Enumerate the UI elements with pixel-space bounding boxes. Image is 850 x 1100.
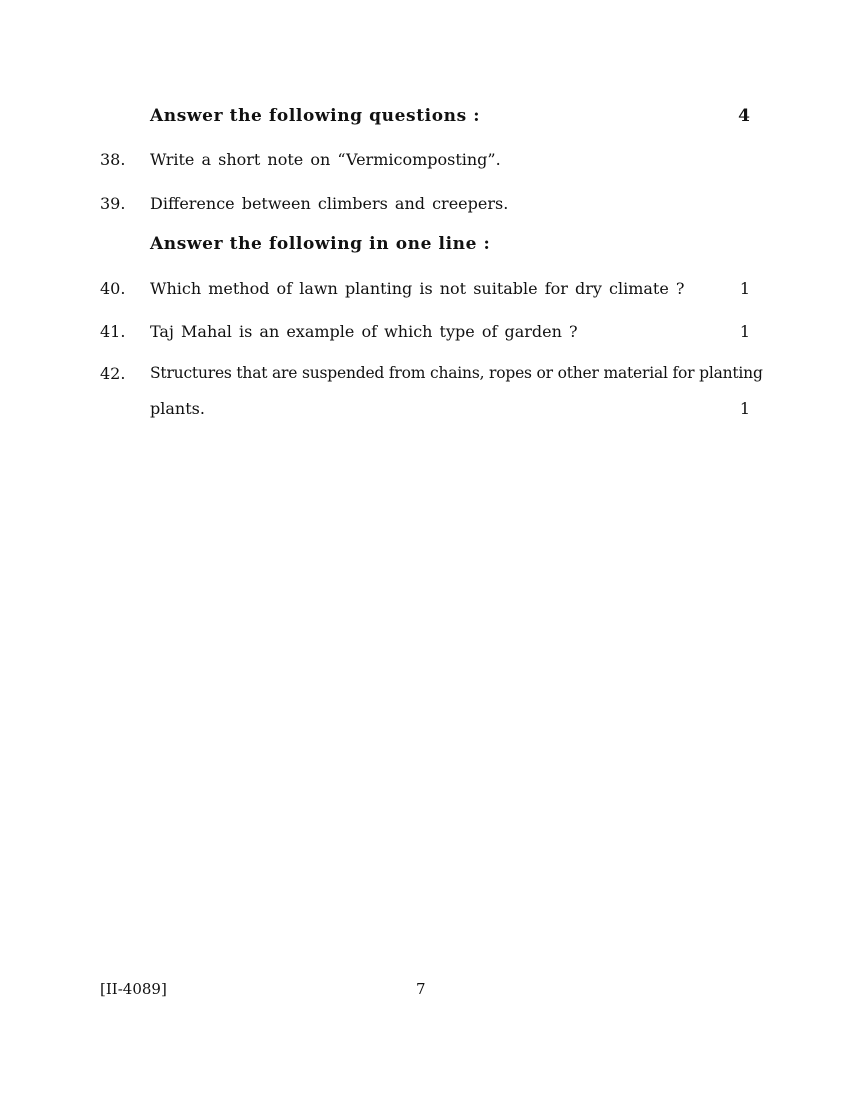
question-text: Which method of lawn planting is not suitable for dry climate ? <box>150 279 685 298</box>
question-marks: 1 <box>739 279 750 298</box>
page-number: 7 <box>416 980 426 998</box>
question-number: 41. <box>100 322 126 341</box>
question-text: Difference between climbers and creepers. <box>150 194 509 213</box>
question-number: 39. <box>100 194 126 213</box>
question-text: Write a short note on “Vermicomposting”. <box>150 150 501 169</box>
question-marks: 1 <box>739 322 750 341</box>
section-marks: 4 <box>738 106 750 126</box>
question-marks: 1 <box>739 399 750 418</box>
question-number: 42. <box>100 364 126 383</box>
question-text-line-2: plants. <box>150 399 205 418</box>
question-text: Taj Mahal is an example of which type of garden ? <box>150 322 578 341</box>
question-text-line-1: Structures that are suspended from chains, ropes or other material for planting <box>150 364 763 382</box>
section-heading-questions: Answer the following questions : <box>150 106 481 126</box>
question-number: 38. <box>100 150 126 169</box>
section-heading-one-line: Answer the following in one line : <box>150 234 491 254</box>
paper-code: [II-4089] <box>100 980 167 998</box>
question-number: 40. <box>100 279 126 298</box>
